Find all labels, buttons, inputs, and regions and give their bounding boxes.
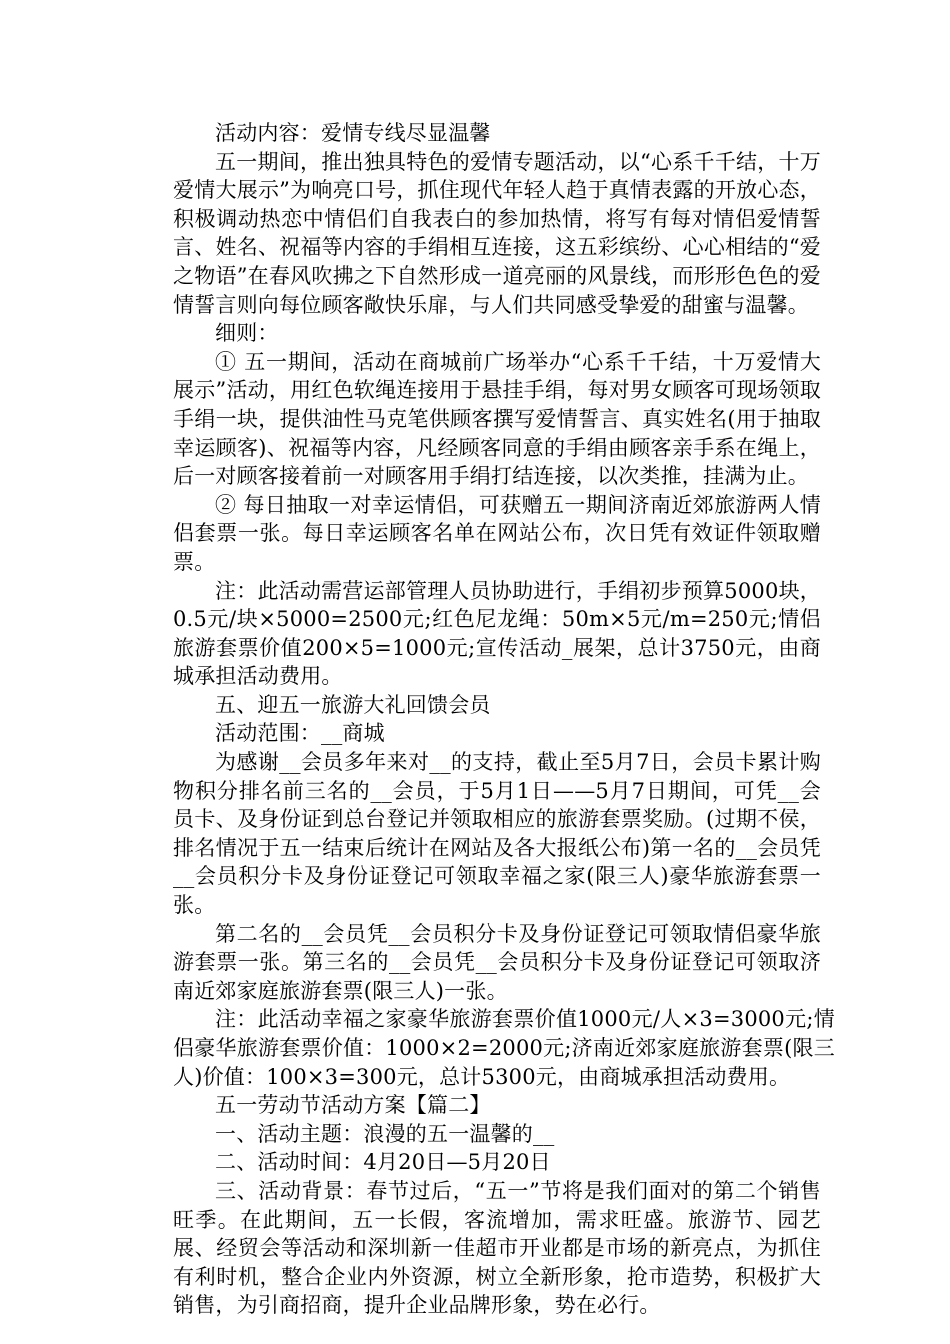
paragraph-rules-heading: 细则： (215, 321, 279, 346)
paragraph-rule-1: ① 五一期间，活动在商城前广场举办“心系千千结，十万爱情大展示”活动，用红色软绳连接用于悬挂手绢，每对男女顾客可现场领取手绢一块，提供油性马克笔供顾客撰写爱情誓言、真实姓名(用于抽取幸运顾客)、祝福等内容，凡经顾客同意的手绢由顾客亲手系在绳上，后一对顾客接着前一对顾客用手绢打结连接，以次类推，挂满为止。 (173, 349, 821, 489)
paragraph-love-theme: 五一期间，推出独具特色的爱情专题活动，以“心系千千结，十万爱情大展示”为响亮口号，抓住现代年轻人趋于真情表露的开放心态，积极调动热恋中情侣们自我表白的参加热情，将写有每对情侣爱情誓言、姓名、祝福等内容的手绢相互连接，这五彩缤纷、心心相结的“爱之物语”在春风吹拂之下自然形成一道亮丽的风景线，而形形色色的爱情誓言则向每位顾客敞快乐扉，与人们共同感受挚爱的甜蜜与温馨。 (173, 149, 821, 317)
paragraph-activity-content: 活动内容：爱情专线尽显温馨 (215, 121, 491, 145)
paragraph-note-budget-2: 注：此活动幸福之家豪华旅游套票价值1000元/人×3=3000元;情侣豪华旅游套票价值：1000×2=2000元;济南近郊家庭旅游套票(限三人)价值：100×3=300元，总计5300元，由商城承担活动费用。 (173, 1007, 835, 1089)
paragraph-section-five-heading: 五、迎五一旅游大礼回馈会员 (215, 692, 491, 717)
paragraph-member-reward: 为感谢__会员多年来对__的支持，截止至5月7日，会员卡累计购物积分排名前三名的__会员，于5月1日——5月7日期间，可凭__会员卡、及身份证到总台登记并领取相应的旅游套票奖励。(过期不侯，排名情况于五一结束后统计在网站及各大报纸公布)第一名的__会员凭__会员积分卡及身份证登记可领取幸福之家(限三人)豪华旅游套票一张。 (173, 750, 821, 918)
paragraph-activity-scope: 活动范围：__商城 (215, 721, 385, 746)
paragraph-activity-background: 三、活动背景：春节过后，“五一”节将是我们面对的第二个销售旺季。在此期间，五一长假，客流增加，需求旺盛。旅游节、园艺展、经贸会等活动和深圳新一佳超市开业都是市场的新亮点，为抓住有利时机，整合企业内外资源，树立全新形象，抢市造势，积极扩大销售，为引商招商，提升企业品牌形象，势在必行。 (173, 1178, 821, 1318)
document-body (173, 119, 835, 1320)
paragraph-rule-2: ② 每日抽取一对幸运情侣，可获赠五一期间济南近郊旅游两人情侣套票一张。每日幸运顾客名单在网站公布，次日凭有效证件领取赠票。 (173, 492, 821, 574)
paragraph-second-third-place: 第二名的__会员凭__会员积分卡及身份证登记可领取情侣豪华旅游套票一张。第三名的__会员凭__会员积分卡及身份证登记可领取济南近郊家庭旅游套票(限三人)一张。 (173, 921, 821, 1003)
paragraph-note-budget-1: 注：此活动需营运部管理人员协助进行，手绢初步预算5000块，0.5元/块×5000=2500元;红色尼龙绳：50m×5元/m=250元;情侣旅游套票价值200×5=1000元;宣传活动_展架，总计3750元，由商城承担活动费用。 (173, 578, 821, 689)
paragraph-activity-time: 二、活动时间：4月20日—5月20日 (215, 1150, 551, 1175)
paragraph-plan-two-title: 五一劳动节活动方案【篇二】 (215, 1093, 491, 1118)
paragraph-activity-theme: 一、活动主题：浪漫的五一温馨的__ (215, 1121, 555, 1146)
